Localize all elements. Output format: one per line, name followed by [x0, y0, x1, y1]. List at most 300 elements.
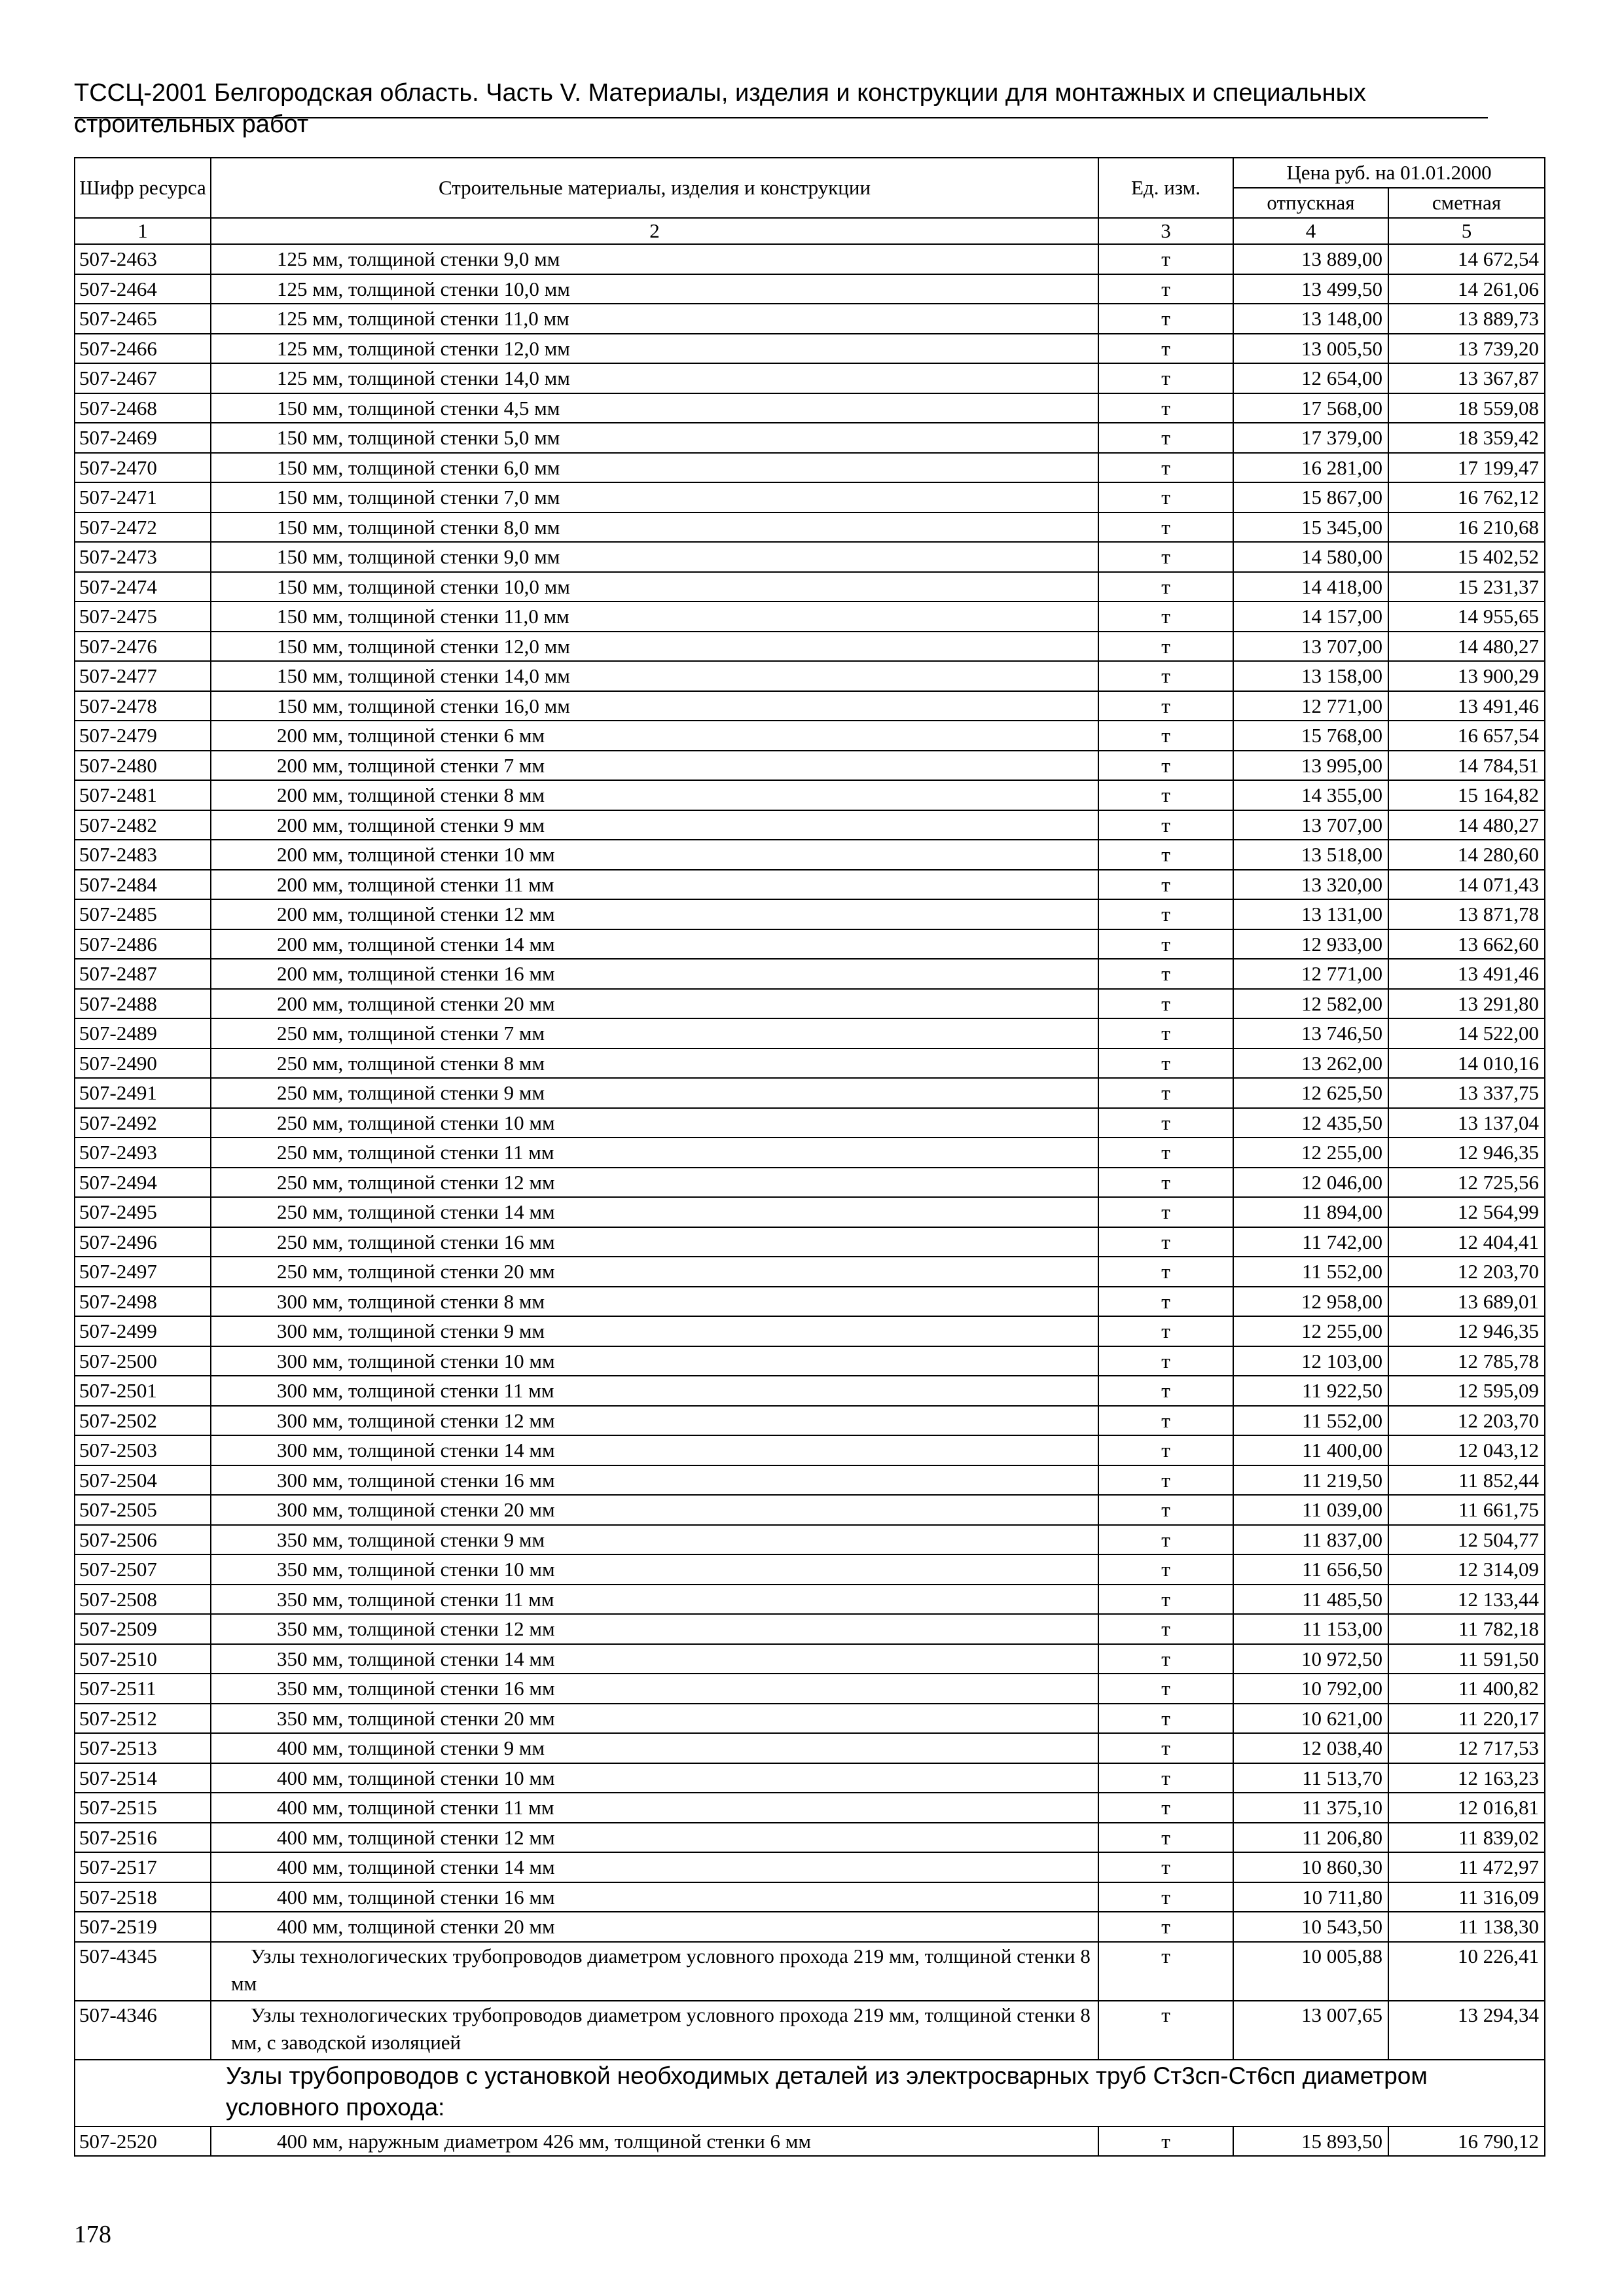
resource-code: 507-2463 — [75, 244, 211, 274]
unit: т — [1098, 1435, 1233, 1465]
unit: т — [1098, 1942, 1233, 2001]
unit: т — [1098, 989, 1233, 1019]
price-release: 15 867,00 — [1233, 482, 1388, 512]
unit: т — [1098, 959, 1233, 989]
resource-code: 507-2520 — [75, 2126, 211, 2157]
price-release: 10 860,30 — [1233, 1852, 1388, 1882]
unit: т — [1098, 632, 1233, 662]
unit: т — [1098, 512, 1233, 543]
price-release: 14 418,00 — [1233, 572, 1388, 602]
price-estimate: 14 955,65 — [1388, 601, 1545, 632]
resource-code: 507-2494 — [75, 1168, 211, 1198]
price-release: 13 158,00 — [1233, 661, 1388, 691]
price-estimate: 11 220,17 — [1388, 1704, 1545, 1734]
price-estimate: 14 280,60 — [1388, 840, 1545, 870]
material-name: 400 мм, толщиной стенки 12 мм — [211, 1823, 1098, 1853]
material-name: 300 мм, толщиной стенки 11 мм — [211, 1376, 1098, 1406]
unit: т — [1098, 304, 1233, 334]
resource-code: 507-2510 — [75, 1644, 211, 1674]
price-estimate: 11 852,44 — [1388, 1465, 1545, 1496]
table-row — [75, 1882, 1545, 1912]
column-number: 3 — [1098, 218, 1233, 244]
table-row — [75, 2001, 1545, 2060]
resource-code: 507-2470 — [75, 453, 211, 483]
table-row — [75, 751, 1545, 781]
price-estimate: 13 900,29 — [1388, 661, 1545, 691]
material-name: 150 мм, толщиной стенки 8,0 мм — [211, 512, 1098, 543]
material-name: 250 мм, толщиной стенки 12 мм — [211, 1168, 1098, 1198]
price-release: 13 746,50 — [1233, 1018, 1388, 1049]
unit: т — [1098, 1376, 1233, 1406]
price-release: 11 742,00 — [1233, 1227, 1388, 1257]
price-estimate: 16 210,68 — [1388, 512, 1545, 543]
resource-code: 507-2472 — [75, 512, 211, 543]
material-name: 125 мм, толщиной стенки 14,0 мм — [211, 363, 1098, 393]
unit: т — [1098, 1614, 1233, 1644]
column-number: 2 — [211, 218, 1098, 244]
price-release: 13 007,65 — [1233, 2001, 1388, 2060]
header-unit: Ед. изм. — [1098, 158, 1233, 218]
table-row — [75, 1316, 1545, 1346]
resource-code: 507-2504 — [75, 1465, 211, 1496]
price-release: 13 707,00 — [1233, 632, 1388, 662]
unit: т — [1098, 780, 1233, 810]
resource-code: 507-2500 — [75, 1346, 211, 1376]
price-release: 11 039,00 — [1233, 1495, 1388, 1525]
price-release: 16 281,00 — [1233, 453, 1388, 483]
header-name: Строительные материалы, изделия и конструкции — [211, 158, 1098, 218]
price-release: 11 837,00 — [1233, 1525, 1388, 1555]
table-row — [75, 1644, 1545, 1674]
table-row — [75, 870, 1545, 900]
table-row — [75, 1793, 1545, 1823]
price-release: 11 656,50 — [1233, 1554, 1388, 1585]
table-row — [75, 929, 1545, 960]
unit: т — [1098, 929, 1233, 960]
price-release: 12 435,50 — [1233, 1108, 1388, 1138]
unit: т — [1098, 1227, 1233, 1257]
unit: т — [1098, 870, 1233, 900]
material-name: 350 мм, толщиной стенки 10 мм — [211, 1554, 1098, 1585]
table-row — [75, 1912, 1545, 1942]
price-estimate: 14 261,06 — [1388, 274, 1545, 304]
table-row — [75, 1942, 1545, 2001]
page-number: 178 — [74, 2221, 111, 2248]
price-estimate: 12 203,70 — [1388, 1257, 1545, 1287]
table-row — [75, 1138, 1545, 1168]
price-estimate: 13 294,34 — [1388, 2001, 1545, 2060]
table-row — [75, 1704, 1545, 1734]
price-estimate: 16 790,12 — [1388, 2126, 1545, 2157]
column-number: 5 — [1388, 218, 1545, 244]
price-estimate: 11 782,18 — [1388, 1614, 1545, 1644]
resource-code: 507-2507 — [75, 1554, 211, 1585]
material-name: 300 мм, толщиной стенки 20 мм — [211, 1495, 1098, 1525]
price-release: 13 707,00 — [1233, 810, 1388, 840]
price-estimate: 17 199,47 — [1388, 453, 1545, 483]
price-estimate: 13 662,60 — [1388, 929, 1545, 960]
price-estimate: 11 661,75 — [1388, 1495, 1545, 1525]
resource-code: 507-2519 — [75, 1912, 211, 1942]
material-name: 250 мм, толщиной стенки 8 мм — [211, 1049, 1098, 1079]
price-estimate: 12 564,99 — [1388, 1197, 1545, 1227]
resource-code: 507-2484 — [75, 870, 211, 900]
table-row — [75, 1078, 1545, 1108]
unit: т — [1098, 453, 1233, 483]
price-estimate: 11 400,82 — [1388, 1674, 1545, 1704]
price-estimate: 12 016,81 — [1388, 1793, 1545, 1823]
material-name: 250 мм, толщиной стенки 14 мм — [211, 1197, 1098, 1227]
table-row — [75, 1585, 1545, 1615]
material-name: 150 мм, толщиной стенки 6,0 мм — [211, 453, 1098, 483]
unit: т — [1098, 1406, 1233, 1436]
material-name: 125 мм, толщиной стенки 11,0 мм — [211, 304, 1098, 334]
unit: т — [1098, 334, 1233, 364]
price-estimate: 14 784,51 — [1388, 751, 1545, 781]
material-name: 150 мм, толщиной стенки 9,0 мм — [211, 542, 1098, 572]
price-release: 17 379,00 — [1233, 423, 1388, 453]
resource-code: 507-2464 — [75, 274, 211, 304]
unit: т — [1098, 1644, 1233, 1674]
price-estimate: 15 164,82 — [1388, 780, 1545, 810]
material-name: 200 мм, толщиной стенки 20 мм — [211, 989, 1098, 1019]
price-release: 11 206,80 — [1233, 1823, 1388, 1853]
price-estimate: 11 839,02 — [1388, 1823, 1545, 1853]
table-row — [75, 453, 1545, 483]
unit: т — [1098, 1823, 1233, 1853]
table-row — [75, 393, 1545, 423]
unit: т — [1098, 244, 1233, 274]
price-release: 12 255,00 — [1233, 1138, 1388, 1168]
table-row — [75, 1049, 1545, 1079]
unit: т — [1098, 1912, 1233, 1942]
unit: т — [1098, 1078, 1233, 1108]
material-name: 400 мм, толщиной стенки 16 мм — [211, 1882, 1098, 1912]
price-estimate: 11 316,09 — [1388, 1882, 1545, 1912]
header-title-line1: ТССЦ-2001 Белгородская область. Часть V. Материалы, изделия и конструкции для монтажных и специальных — [74, 79, 1366, 107]
material-name: 200 мм, толщиной стенки 8 мм — [211, 780, 1098, 810]
material-name: Узлы технологических трубопроводов диаметром условного прохода 219 мм, толщиной стенки 8 мм, с заводской изоляцией — [211, 2001, 1098, 2060]
price-release: 10 792,00 — [1233, 1674, 1388, 1704]
table-row — [75, 691, 1545, 721]
material-name: Узлы технологических трубопроводов диаметром условного прохода 219 мм, толщиной стенки 8 мм — [211, 1942, 1098, 2001]
price-release: 11 375,10 — [1233, 1793, 1388, 1823]
table-row — [75, 1554, 1545, 1585]
price-release: 13 131,00 — [1233, 899, 1388, 929]
material-name: 200 мм, толщиной стенки 12 мм — [211, 899, 1098, 929]
resource-code: 507-2493 — [75, 1138, 211, 1168]
material-name: 150 мм, толщиной стенки 4,5 мм — [211, 393, 1098, 423]
price-release: 14 580,00 — [1233, 542, 1388, 572]
table-row — [75, 1525, 1545, 1555]
resource-code: 507-2469 — [75, 423, 211, 453]
material-name: 250 мм, толщиной стенки 11 мм — [211, 1138, 1098, 1168]
table-row — [75, 1376, 1545, 1406]
table-row — [75, 572, 1545, 602]
material-name: 125 мм, толщиной стенки 12,0 мм — [211, 334, 1098, 364]
resource-code: 507-2505 — [75, 1495, 211, 1525]
material-name: 300 мм, толщиной стенки 10 мм — [211, 1346, 1098, 1376]
resource-code: 507-2483 — [75, 840, 211, 870]
material-name: 200 мм, толщиной стенки 7 мм — [211, 751, 1098, 781]
resource-code: 507-2506 — [75, 1525, 211, 1555]
price-release: 11 513,70 — [1233, 1763, 1388, 1793]
price-release: 12 038,40 — [1233, 1733, 1388, 1763]
resource-code: 507-2474 — [75, 572, 211, 602]
unit: т — [1098, 1168, 1233, 1198]
price-estimate: 12 133,44 — [1388, 1585, 1545, 1615]
unit: т — [1098, 2126, 1233, 2157]
resource-code: 507-2476 — [75, 632, 211, 662]
material-name: 150 мм, толщиной стенки 16,0 мм — [211, 691, 1098, 721]
unit: т — [1098, 751, 1233, 781]
material-name: 400 мм, толщиной стенки 14 мм — [211, 1852, 1098, 1882]
resource-code: 507-2466 — [75, 334, 211, 364]
unit: т — [1098, 1018, 1233, 1049]
resource-code: 507-2517 — [75, 1852, 211, 1882]
price-estimate: 12 163,23 — [1388, 1763, 1545, 1793]
price-estimate: 15 231,37 — [1388, 572, 1545, 602]
material-name: 350 мм, толщиной стенки 12 мм — [211, 1614, 1098, 1644]
table-row — [75, 512, 1545, 543]
price-release: 12 046,00 — [1233, 1168, 1388, 1198]
price-release: 13 148,00 — [1233, 304, 1388, 334]
material-name: 350 мм, толщиной стенки 20 мм — [211, 1704, 1098, 1734]
price-estimate: 13 137,04 — [1388, 1108, 1545, 1138]
price-release: 12 582,00 — [1233, 989, 1388, 1019]
unit: т — [1098, 721, 1233, 751]
price-release: 10 543,50 — [1233, 1912, 1388, 1942]
resource-code: 507-2513 — [75, 1733, 211, 1763]
material-name: 350 мм, толщиной стенки 16 мм — [211, 1674, 1098, 1704]
price-release: 13 320,00 — [1233, 870, 1388, 900]
price-estimate: 12 717,53 — [1388, 1733, 1545, 1763]
material-name: 200 мм, толщиной стенки 6 мм — [211, 721, 1098, 751]
price-release: 15 768,00 — [1233, 721, 1388, 751]
table-body — [75, 244, 1545, 2156]
unit: т — [1098, 1763, 1233, 1793]
unit: т — [1098, 393, 1233, 423]
unit: т — [1098, 2001, 1233, 2060]
price-release: 10 711,80 — [1233, 1882, 1388, 1912]
unit: т — [1098, 1197, 1233, 1227]
table-row — [75, 2126, 1545, 2157]
price-estimate: 12 725,56 — [1388, 1168, 1545, 1198]
material-name: 250 мм, толщиной стенки 9 мм — [211, 1078, 1098, 1108]
resource-code: 507-4345 — [75, 1942, 211, 2001]
table-row — [75, 601, 1545, 632]
price-estimate: 13 291,80 — [1388, 989, 1545, 1019]
resource-code: 507-2468 — [75, 393, 211, 423]
resource-code: 507-2465 — [75, 304, 211, 334]
material-name: 150 мм, толщиной стенки 14,0 мм — [211, 661, 1098, 691]
price-estimate: 18 359,42 — [1388, 423, 1545, 453]
price-release: 13 889,00 — [1233, 244, 1388, 274]
resource-code: 507-2501 — [75, 1376, 211, 1406]
table-row — [75, 959, 1545, 989]
material-name: 250 мм, толщиной стенки 20 мм — [211, 1257, 1098, 1287]
price-release: 13 499,50 — [1233, 274, 1388, 304]
resource-code: 507-2479 — [75, 721, 211, 751]
resource-code: 507-2518 — [75, 1882, 211, 1912]
unit: т — [1098, 274, 1233, 304]
column-number: 4 — [1233, 218, 1388, 244]
unit: т — [1098, 542, 1233, 572]
price-release: 10 972,50 — [1233, 1644, 1388, 1674]
price-release: 12 625,50 — [1233, 1078, 1388, 1108]
material-name: 400 мм, толщиной стенки 9 мм — [211, 1733, 1098, 1763]
resource-code: 507-2499 — [75, 1316, 211, 1346]
unit: т — [1098, 1525, 1233, 1555]
resource-code: 507-2471 — [75, 482, 211, 512]
section-heading: Узлы трубопроводов с установкой необходимых деталей из электросварных труб Ст3сп-Ст6сп диаметром условного прохода: — [75, 2060, 1545, 2126]
unit: т — [1098, 423, 1233, 453]
resource-code: 507-2498 — [75, 1287, 211, 1317]
price-release: 15 345,00 — [1233, 512, 1388, 543]
unit: т — [1098, 840, 1233, 870]
resource-code: 507-2485 — [75, 899, 211, 929]
price-estimate: 11 472,97 — [1388, 1852, 1545, 1882]
resource-code: 507-2488 — [75, 989, 211, 1019]
price-release: 13 518,00 — [1233, 840, 1388, 870]
price-estimate: 12 504,77 — [1388, 1525, 1545, 1555]
unit: т — [1098, 1138, 1233, 1168]
price-estimate: 11 138,30 — [1388, 1912, 1545, 1942]
unit: т — [1098, 1852, 1233, 1882]
unit: т — [1098, 1495, 1233, 1525]
header-title-line2: строительных работ — [74, 111, 309, 138]
price-estimate: 13 491,46 — [1388, 691, 1545, 721]
resource-code: 507-2490 — [75, 1049, 211, 1079]
material-name: 250 мм, толщиной стенки 7 мм — [211, 1018, 1098, 1049]
material-name: 300 мм, толщиной стенки 9 мм — [211, 1316, 1098, 1346]
table-row — [75, 899, 1545, 929]
resource-code: 507-2515 — [75, 1793, 211, 1823]
price-release: 14 157,00 — [1233, 601, 1388, 632]
price-release: 11 400,00 — [1233, 1435, 1388, 1465]
table-row — [75, 632, 1545, 662]
material-name: 125 мм, толщиной стенки 10,0 мм — [211, 274, 1098, 304]
table-row — [75, 1406, 1545, 1436]
table-row — [75, 1852, 1545, 1882]
resource-code: 507-2492 — [75, 1108, 211, 1138]
table-row — [75, 423, 1545, 453]
price-estimate: 14 010,16 — [1388, 1049, 1545, 1079]
table-row — [75, 1197, 1545, 1227]
material-name: 200 мм, толщиной стенки 10 мм — [211, 840, 1098, 870]
material-name: 150 мм, толщиной стенки 5,0 мм — [211, 423, 1098, 453]
unit: т — [1098, 1287, 1233, 1317]
price-estimate: 13 739,20 — [1388, 334, 1545, 364]
header-price-group: Цена руб. на 01.01.2000 — [1233, 158, 1545, 188]
column-number-row — [75, 218, 1545, 244]
resource-code: 507-2508 — [75, 1585, 211, 1615]
table-row — [75, 274, 1545, 304]
price-release: 12 771,00 — [1233, 691, 1388, 721]
price-estimate: 14 480,27 — [1388, 810, 1545, 840]
material-name: 300 мм, толщиной стенки 16 мм — [211, 1465, 1098, 1496]
resource-code: 507-2497 — [75, 1257, 211, 1287]
price-estimate: 16 657,54 — [1388, 721, 1545, 751]
material-name: 300 мм, толщиной стенки 8 мм — [211, 1287, 1098, 1317]
price-estimate: 12 404,41 — [1388, 1227, 1545, 1257]
unit: т — [1098, 1316, 1233, 1346]
price-release: 17 568,00 — [1233, 393, 1388, 423]
resource-code: 507-2489 — [75, 1018, 211, 1049]
unit: т — [1098, 691, 1233, 721]
table-row — [75, 482, 1545, 512]
price-estimate: 16 762,12 — [1388, 482, 1545, 512]
table-row — [75, 1435, 1545, 1465]
price-release: 12 654,00 — [1233, 363, 1388, 393]
unit: т — [1098, 1049, 1233, 1079]
material-name: 350 мм, толщиной стенки 9 мм — [211, 1525, 1098, 1555]
price-release: 10 005,88 — [1233, 1942, 1388, 2001]
resource-code: 507-2495 — [75, 1197, 211, 1227]
unit: т — [1098, 1674, 1233, 1704]
resource-code: 507-2509 — [75, 1614, 211, 1644]
resource-code: 507-2473 — [75, 542, 211, 572]
table-row — [75, 1227, 1545, 1257]
resource-code: 507-2480 — [75, 751, 211, 781]
price-estimate: 14 071,43 — [1388, 870, 1545, 900]
material-name: 125 мм, толщиной стенки 9,0 мм — [211, 244, 1098, 274]
table-row — [75, 542, 1545, 572]
table-row — [75, 810, 1545, 840]
table-row — [75, 661, 1545, 691]
table-row — [75, 1168, 1545, 1198]
material-name: 250 мм, толщиной стенки 16 мм — [211, 1227, 1098, 1257]
unit: т — [1098, 661, 1233, 691]
resource-code: 507-2491 — [75, 1078, 211, 1108]
price-estimate: 13 689,01 — [1388, 1287, 1545, 1317]
price-release: 13 262,00 — [1233, 1049, 1388, 1079]
price-release: 11 153,00 — [1233, 1614, 1388, 1644]
unit: т — [1098, 601, 1233, 632]
unit: т — [1098, 1704, 1233, 1734]
price-estimate: 11 591,50 — [1388, 1644, 1545, 1674]
resource-code: 507-2502 — [75, 1406, 211, 1436]
price-estimate: 12 785,78 — [1388, 1346, 1545, 1376]
table-row — [75, 1823, 1545, 1853]
price-release: 11 219,50 — [1233, 1465, 1388, 1496]
table-row — [75, 721, 1545, 751]
price-release: 11 552,00 — [1233, 1406, 1388, 1436]
material-name: 150 мм, толщиной стенки 10,0 мм — [211, 572, 1098, 602]
resource-code: 507-2487 — [75, 959, 211, 989]
price-release: 11 894,00 — [1233, 1197, 1388, 1227]
unit: т — [1098, 1882, 1233, 1912]
table-row — [75, 1018, 1545, 1049]
material-name: 350 мм, толщиной стенки 14 мм — [211, 1644, 1098, 1674]
table-row — [75, 1733, 1545, 1763]
resource-code: 507-2511 — [75, 1674, 211, 1704]
price-estimate: 12 946,35 — [1388, 1316, 1545, 1346]
material-name: 300 мм, толщиной стенки 14 мм — [211, 1435, 1098, 1465]
unit: т — [1098, 363, 1233, 393]
unit: т — [1098, 899, 1233, 929]
price-release: 12 933,00 — [1233, 929, 1388, 960]
resource-code: 507-2477 — [75, 661, 211, 691]
unit: т — [1098, 1733, 1233, 1763]
resource-code: 507-2512 — [75, 1704, 211, 1734]
material-name: 300 мм, толщиной стенки 12 мм — [211, 1406, 1098, 1436]
resource-code: 507-2475 — [75, 601, 211, 632]
resource-code: 507-2496 — [75, 1227, 211, 1257]
unit: т — [1098, 810, 1233, 840]
material-name: 200 мм, толщиной стенки 9 мм — [211, 810, 1098, 840]
material-name: 250 мм, толщиной стенки 10 мм — [211, 1108, 1098, 1138]
